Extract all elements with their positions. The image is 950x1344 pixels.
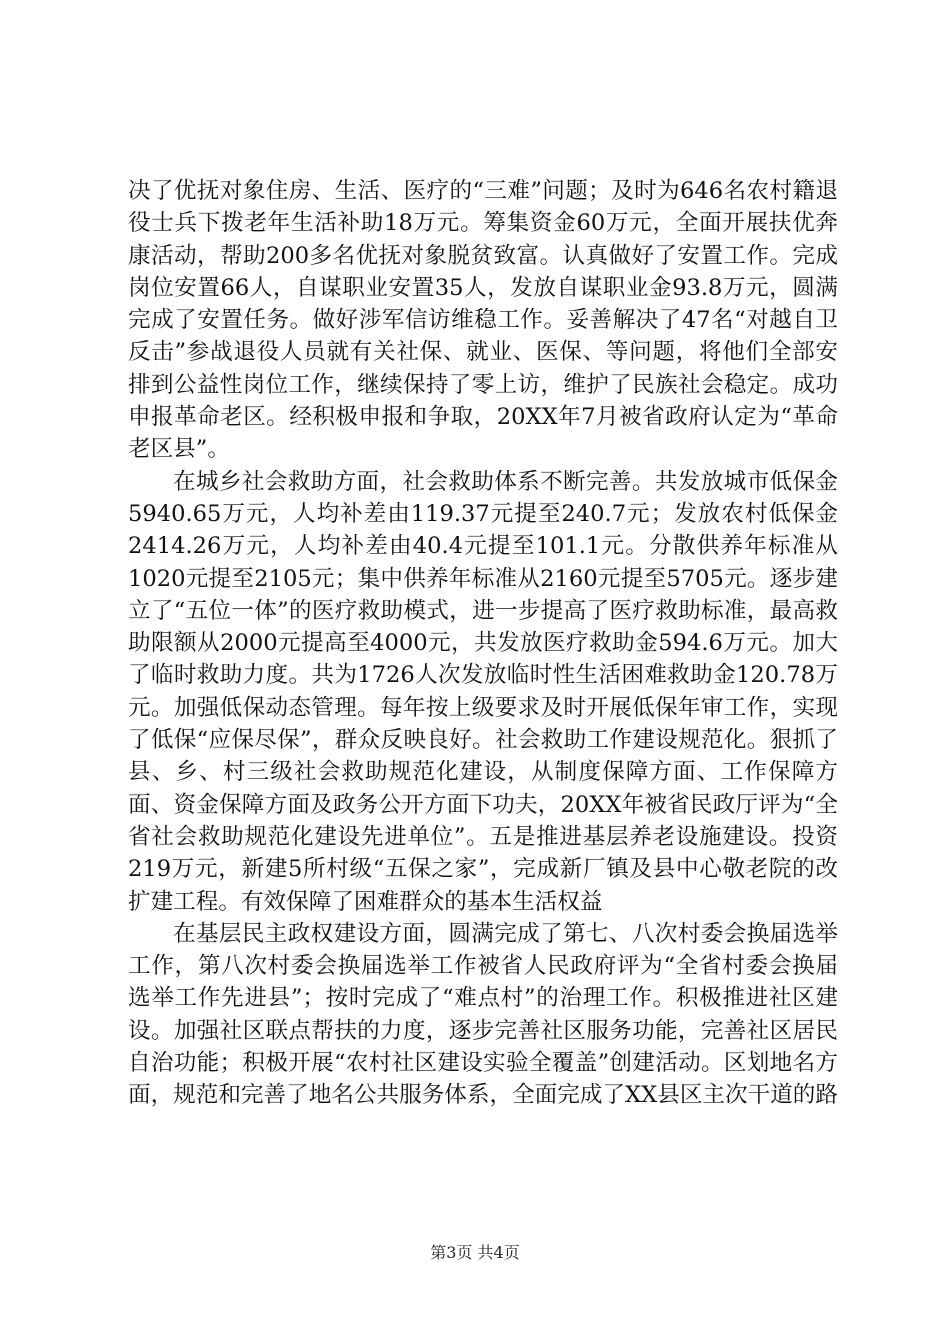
paragraph-3: 在基层民主政权建设方面，圆满完成了第七、八次村委会换届选举工作，第八次村委会换届选举工作被省人民政府评为“全省村委会换届选举工作先进县”；按时完成了“难点村”的治理工作。积极推进社区建设。加强社区联点帮扶的力度，逐步完善社区服务功能，完善社区居民自治功能；积极开展“农村社区建设实验全覆盖”创建活动。区划地名方面，规范和完善了地名公共服务体系，全面完成了XX县区主次干道的路 bbox=[128, 920, 838, 1109]
paragraph-2: 在城乡社会救助方面，社会救助体系不断完善。共发放城市低保金5940.65万元，人均补差由119.37元提至240.7元；发放农村低保金2414.26万元，人均补差由40.4元提至101.1元。分散供养年标准从1020元提至2105元；集中供养年标准从2160元提至5705元。逐步建立了“五位一体”的医疗救助模式，进一步提高了医疗救助标准，最高救助限额从2000元提高至4000元，共发放医疗救助金594.6万元。加大了临时救助力度。共为1726人次发放临时性生活困难救助金120.78万元。加强低保动态管理。每年按上级要求及时开展低保年审工作，实现了低保“应保尽保”，群众反映良好。社会救助工作建设规范化。狠抓了县、乡、村三级社会救助规范化建设，从制度保障方面、工作保障方面、资金保障方面及政务公开方面下功夫，20XX年被省民政厅评为“全省社会救助规范化建设先进单位”。五是推进基层养老设施建设。投资219万元，新建5所村级“五保之家”，完成新厂镇及县中心敬老院的改扩建工程。有效保障了困难群众的基本生活权益 bbox=[128, 468, 838, 915]
page-footer: 第3页 共4页 bbox=[430, 1243, 520, 1262]
paragraph-1: 决了优抚对象住房、生活、医疗的“三难”问题；及时为646名农村籍退役士兵下拨老年生活补助18万元。筹集资金60万元，全面开展扶优奔康活动，帮助200多名优抚对象脱贫致富。认真做好了安置工作。完成岗位安置66人，自谋职业安置35人，发放自谋职业金93.8万元，圆满完成了安置任务。做好涉军信访维稳工作。妥善解决了47名“对越自卫反击”参战退役人员就有关社保、就业、医保、等问题，将他们全部安排到公益性岗位工作，继续保持了零上访，维护了民族社会稳定。成功申报革命老区。经积极申报和争取，20XX年7月被省政府认定为“革命老区县”。 bbox=[128, 178, 838, 463]
document-body bbox=[128, 175, 838, 1112]
